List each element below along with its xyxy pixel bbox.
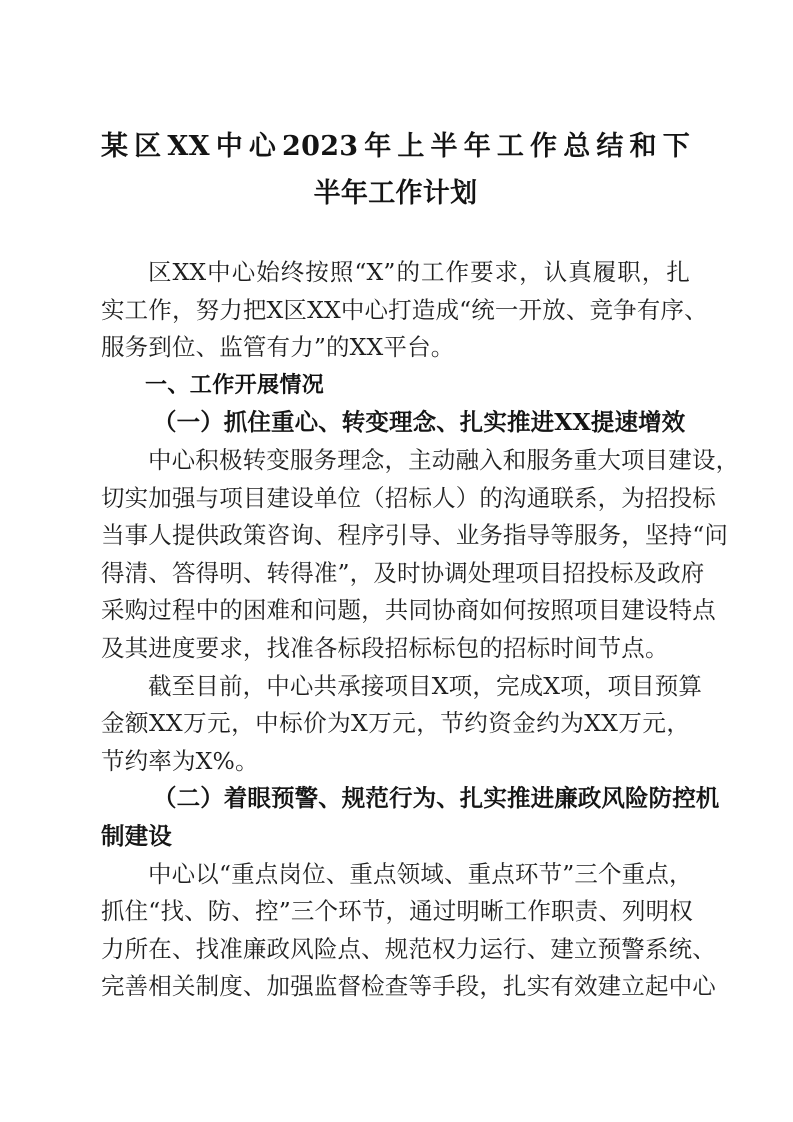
text-line: （二）着眼预警、规范行为、扎实推进廉政风险防控机 xyxy=(153,784,720,813)
text-line: 当事人提供政策咨询、程序引导、业务指导等服务，坚持“问 xyxy=(101,521,729,550)
paragraph-risk-control xyxy=(101,856,716,1006)
text-line: 力所在、找准廉政风险点、规范权力运行、建立预警系统、 xyxy=(101,934,716,963)
heading-work-progress: 一、工作开展情况 xyxy=(145,372,325,398)
heading-section-one xyxy=(101,404,690,442)
text-line: （一）抓住重心、转变理念、扎实推进XX提速增效 xyxy=(153,408,686,437)
text-line: 金额XX万元，中标价为X万元，节约资金约为XX万元， xyxy=(101,709,690,738)
text-line: 中心以“重点岗位、重点领域、重点环节”三个重点， xyxy=(148,859,693,888)
text-line: 区XX中心始终按照“X”的工作要求，认真履职，扎 xyxy=(148,258,690,286)
intro-paragraph xyxy=(101,254,708,367)
paragraph-service-concept xyxy=(101,442,740,668)
paragraph-project-statistics xyxy=(101,668,703,781)
text-line: 切实加强与项目建设单位（招标人）的沟通联系，为招投标 xyxy=(101,483,716,512)
text-line: 完善相关制度、加强监督检查等手段，扎实有效建立起中心 xyxy=(101,972,716,1001)
text-line: 截至目前，中心共承接项目X项，完成X项，项目预算 xyxy=(148,671,703,700)
text-line: 服务到位、监管有力”的XX平台。 xyxy=(101,333,455,362)
text-line: 制建设 xyxy=(101,821,172,850)
text-line: 实工作，努力把X区XX中心打造成“统一开放、竞争有序、 xyxy=(101,295,708,324)
page-title-line-2: 半年工作计划 xyxy=(313,178,478,209)
text-line: 得清、答得明、转得准”，及时协调处理项目招投标及政府 xyxy=(101,558,705,587)
text-line: 及其进度要求，找准各标段招标标包的招标时间节点。 xyxy=(101,633,669,662)
document-body xyxy=(101,254,740,1006)
text-line: 中心积极转变服务理念，主动融入和服务重大项目建设， xyxy=(148,445,740,474)
heading-section-two xyxy=(101,780,720,855)
page-title xyxy=(101,0,690,217)
page-title-line-1: 某区XX中心2023年上半年工作总结和下 xyxy=(101,131,690,162)
text-line: 采购过程中的困难和问题，共同协商如何按照项目建设特点 xyxy=(101,596,716,625)
document-content-area xyxy=(101,0,740,1006)
text-line: 节约率为X%。 xyxy=(101,746,259,775)
text-line: 抓住“找、防、控”三个环节，通过明晰工作职责、列明权 xyxy=(101,897,693,926)
